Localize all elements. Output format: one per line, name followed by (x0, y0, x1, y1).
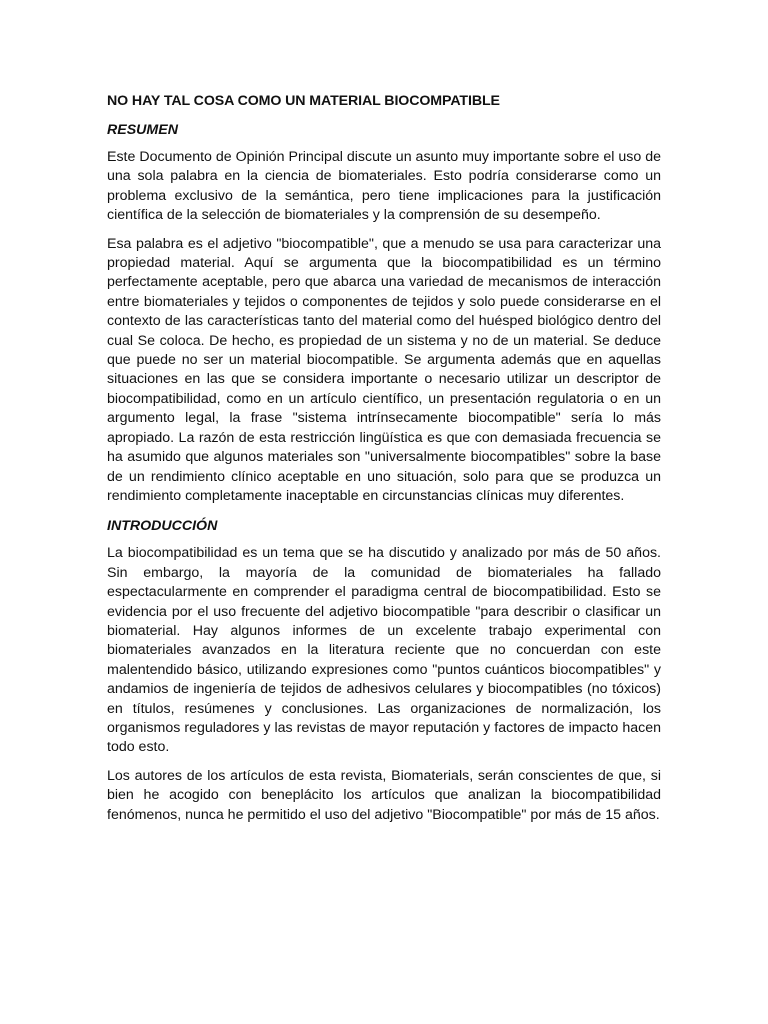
paragraph: Los autores de los artículos de esta revista, Biomaterials, serán conscientes de que, si bien he acogido con beneplácito los artículos que analizan la biocompatibilidad fenómenos, nunca he permitido el uso del adjetivo "Biocompatible" por más de 15 años. (107, 767, 661, 823)
section-heading-introduccion: INTRODUCCIÓN (107, 518, 218, 535)
paragraph: La biocompatibilidad es un tema que se ha discutido y analizado por más de 50 años. Sin embargo, la mayoría de la comunidad de biomateriales ha fallado espectacularmente en comprender el paradigma central de biocompatibilidad. Esto se evidencia por el uso frecuente del adjetivo biocompatible "para describir o clasificar un biomaterial. Hay algunos informes de un excelente trabajo experimental con biomateriales avanzados en la literatura reciente que no concuerdan con este malentendido básico, utilizando expresiones como "puntos cuánticos biocompatibles" y andamios de ingeniería de tejidos de adhesivos celulares y biocompatibles (no tóxicos) en títulos, resúmenes y conclusiones. Las organizaciones de normalización, los organismos reguladores y las revistas de mayor reputación y factores de impacto hacen todo esto. (107, 545, 661, 756)
paragraph: Esa palabra es el adjetivo "biocompatible", que a menudo se usa para caracterizar una propiedad material. Aquí se argumenta que la biocompatibilidad es un término perfectamente aceptable, pero que abarca una variedad de mecanismos de interacción entre biomateriales y tejidos o componentes de tejidos y solo puede considerarse en el contexto de las características tanto del material como del huésped biológico dentro del cual Se coloca. De hecho, es propiedad de un sistema y no de un material. Se deduce que puede no ser un material biocompatible. Se argumenta además que en aquellas situaciones en las que se considera importante o necesario utilizar un descriptor de biocompatibilidad, como en un artículo científico, un presentación regulatoria o en un argumento legal, la frase "sistema intrínsecamente biocompatible" sería lo más apropiado. La razón de esta restricción lingüística es que con demasiada frecuencia se ha asumido que algunos materiales son "universalmente biocompatibles" sobre la base de un rendimiento clínico aceptable en uno situación, solo para que se produzca un rendimiento completamente inaceptable en circunstancias clínicas muy diferentes. (107, 235, 661, 504)
document-title: NO HAY TAL COSA COMO UN MATERIAL BIOCOMPATIBLE (107, 93, 500, 109)
section-heading-resumen: RESUMEN (107, 122, 178, 138)
paragraph: Este Documento de Opinión Principal discute un asunto muy importante sobre el uso de una sola palabra en la ciencia de biomateriales. Esto podría considerarse como un problema exclusivo de la semántica, pero tiene implicaciones para la justificación científica de la selección de biomateriales y la comprensión de su desempeño. (107, 149, 661, 224)
